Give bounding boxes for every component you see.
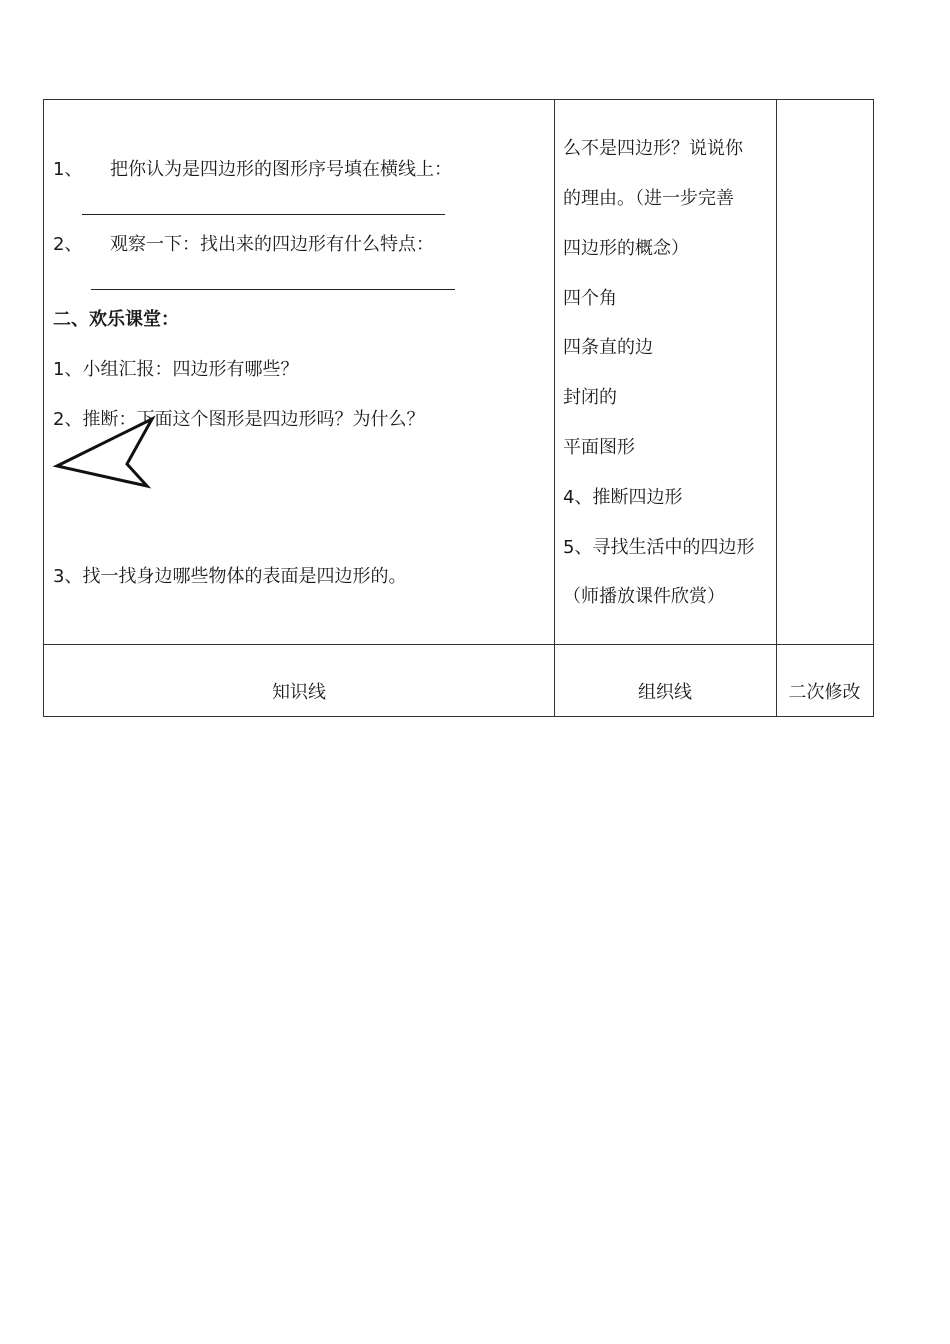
org-line: 四边形的概念） (563, 238, 689, 259)
org-line: 5、寻找生活中的四边形 (563, 537, 755, 558)
arrow-quadrilateral-figure (44, 100, 554, 644)
item2-text: 观察一下：找出来的四边形有什么特点： (110, 234, 434, 255)
item1-text: 把你认为是四边形的图形序号填在横线上： (110, 159, 452, 180)
org-line: 四条直的边 (563, 337, 653, 358)
section2-heading: 二、欢乐课堂： (53, 309, 179, 330)
row-divider (44, 644, 873, 645)
org-line: 平面图形 (563, 437, 635, 458)
report-item: 1、小组汇报：四边形有哪些？ (53, 359, 299, 380)
column-divider (776, 100, 777, 716)
org-line: 的理由。（进一步完善 (563, 188, 734, 209)
column-divider (554, 100, 555, 716)
org-line: 么不是四边形？说说你 (563, 138, 743, 159)
item2-number: 2、 (53, 234, 83, 255)
org-line: 4、推断四边形 (563, 487, 683, 508)
find-item: 3、找一找身边哪些物体的表面是四边形的。 (53, 566, 407, 587)
org-line: （师播放课件欣赏） (563, 586, 725, 607)
org-line: 四个角 (563, 288, 617, 309)
item1-number: 1、 (53, 159, 83, 180)
organization-line-label: 组织线 (638, 682, 692, 703)
revision-label: 二次修改 (788, 682, 861, 703)
judge-item: 2、推断：下面这个图形是四边形吗？为什么？ (53, 409, 425, 430)
lesson-plan-table (43, 99, 874, 717)
org-line: 封闭的 (563, 387, 617, 408)
knowledge-line-label: 知识线 (272, 682, 326, 703)
